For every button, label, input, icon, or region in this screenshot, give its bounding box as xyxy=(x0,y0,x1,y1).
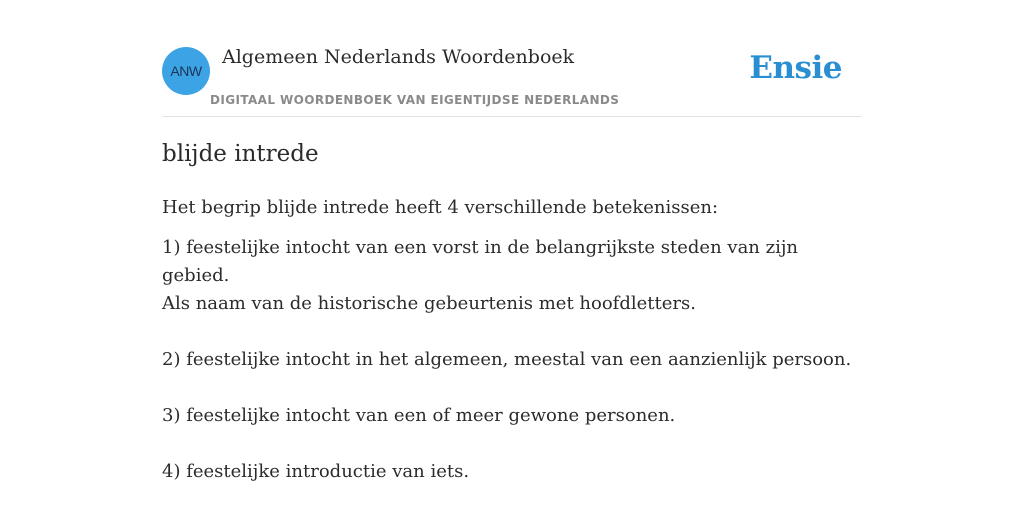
definition-item xyxy=(162,402,862,430)
definition-text: 1) feestelijke intocht van een vorst in de belangrijkste steden van zijn gebied. xyxy=(162,237,799,286)
entry-word: blijde intrede xyxy=(162,141,319,167)
entry-intro: Het begrip blijde intrede heeft 4 verschillende betekenissen: xyxy=(162,197,719,218)
definition-item xyxy=(162,458,862,486)
definition-item xyxy=(162,234,862,318)
anw-logo-text: ANW xyxy=(170,63,202,79)
ensie-brand-link[interactable]: Ensie xyxy=(749,50,842,86)
definition-text: 3) feestelijke intocht van een of meer gewone personen. xyxy=(162,405,676,426)
definition-item xyxy=(162,346,862,374)
site-header xyxy=(162,40,862,117)
definition-text: 4) feestelijke introductie van iets. xyxy=(162,461,470,482)
definition-note: Als naam van de historische gebeurtenis met hoofdletters. xyxy=(162,293,696,314)
anw-logo[interactable] xyxy=(162,47,210,95)
site-subtitle: DIGITAAL WOORDENBOEK VAN EIGENTIJDSE NEDERLANDS xyxy=(210,93,620,107)
entry-content xyxy=(162,138,862,512)
definition-text: 2) feestelijke intocht in het algemeen, meestal van een aanzienlijk persoon. xyxy=(162,349,852,370)
definition-list xyxy=(162,234,862,486)
site-title[interactable]: Algemeen Nederlands Woordenboek xyxy=(222,46,575,68)
